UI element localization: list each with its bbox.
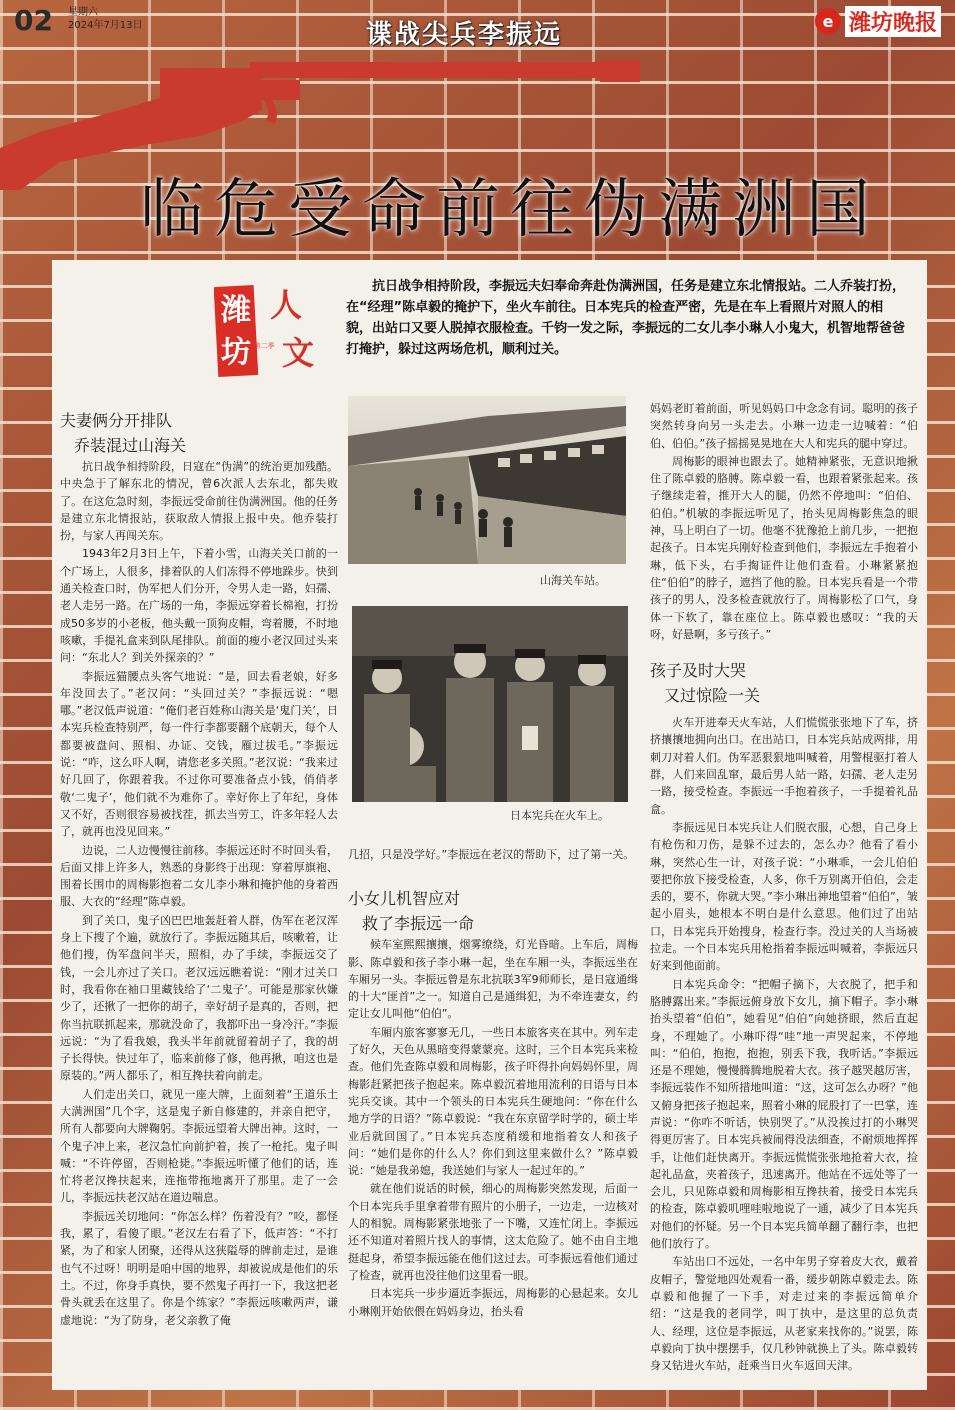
paragraph: 边说，二人边慢慢往前移。李振远还时不时回头看，后面又排上许多人，熟悉的身影终于出现：穿着厚旗袍、围着长围巾的周梅影抱着二女儿李小琳和掩护他的身着西服、大衣的“经理”陈卓毅。 (60, 843, 338, 909)
photo2-caption: 日本宪兵在火车上。 (510, 809, 609, 822)
paragraph: 李振远关切地问：“你怎么样？伤着没有？”咬，都怪我，累了，看傻了眼。”老汉左右看了下，低声答：“不打紧，为了和家人团聚，还得从这狭隘辱的牌前走过，是谁也气不过呀！明明是咱中国的地界，却被说成是他们的乐土。不过，你身手真快，要不然鬼子再打一下，我这把老骨头就丢在这里了。你是个练家？”李振远咳嗽两声，谦虚地说：“为了防身，老父亲教了俺 (60, 1209, 338, 1327)
stamp-small-text: 第二季 (253, 342, 275, 350)
logo-mark-icon: e (815, 8, 841, 34)
section3-heading-line1: 孩子及时大哭 (650, 661, 747, 681)
page-number: 02 (14, 4, 53, 37)
series-title: 谍战尖兵李振远 (366, 20, 563, 50)
paragraph: 日本宪兵一步步逼近李振远，周梅影的心悬起来。女儿小琳刚开始依偎在妈妈身边，抬头看 (348, 1287, 638, 1318)
stamp-char-1: 潍 (221, 293, 251, 328)
issue-date: 2024年7月13日 (68, 20, 143, 31)
paragraph: 抗日战争相持阶段，日寇在“伪满”的统治更加残酷。中央急于了解东北的情况，曾6次派人去东北，都失败了。在这危急时刻，李振远受命前往伪满洲国。他的任务是建立东北情报站，获取敌人情报上报中央。他乔装打扮，与家人再闯关东。 (60, 460, 338, 543)
paragraph: 人们走出关口，就见一座大牌，上面刻着“王道乐土大满洲国”几个字，这是鬼子新自修建的，并亲自把守，所有人都要向大牌鞠躬。李振远望着大牌出神。这时，一个鬼子冲上来，老汉急忙向前护着，挨了一枪托。鬼子叫喊：“不许停留，否则枪毙。”李振远听懂了他们的话，连忙将老汉搀扶起来，连拖带拖地离开了那里。走了一会儿，李振远扶老汉站在道边喘息。 (60, 1087, 338, 1205)
paragraph: 李振远见日本宪兵让人们脱衣服，心想，自己身上有枪伤和刀伤，是躲不过去的，怎么办？他看了看小琳，突然心生一计，对孩子说：“小琳乖，一会儿伯伯要把你放下接受检查，人多，你千万别离开伯伯，会走丢的，要不，你就大哭。”李小琳出神地望着“伯伯”，皱起小眉头，她根本不明白是什么意思。他们过了出站口，日本宪兵开始搜身，检查行李。没过关的人当场被拉走。一个日本宪兵用枪指着李振远叫喊着，李振远只好来到他面前。 (650, 820, 918, 973)
paragraph-continuation: 几招，只是没学好。”李振远在老汉的帮助下，过了第一关。 (348, 848, 635, 861)
paragraph: 车厢内旅客寥寥无几，一些日本旅客夹在其中。列车走了好久，天色从黑暗变得蒙蒙亮。这时，三个日本宪兵来检查。他们先查陈卓毅和周梅影，孩子吓得扑向妈妈怀里，周梅影赶紧把孩子抱起来。陈卓毅沉着地用流利的日语与日本宪兵交谈。其中一个领头的日本宪兵生硬地问：“你在什么地方学的日语？”陈卓毅说：“我在东京留学时学的，硕士毕业后就回国了。”日本宪兵态度稍缓和地指着女人和孩子问：“她们是你的什么人？你们到这里来做什么？”陈卓毅说：“她是我弟媳，我送她们与家人一起过年的。” (348, 1025, 638, 1178)
newspaper-logo (815, 4, 941, 38)
paragraph: 日本宪兵命令：“把帽子摘下，大衣脱了，把手和胳膊露出来。”李振远俯身放下女儿，摘下帽子。李小琳抬头望着“伯伯”，她看见“伯伯”向她挤眼，然后直起身，不理她了。小琳吓得“哇”地一声哭起来，不停地叫：“伯伯，抱抱，抱抱，别丢下我，我听话。”李振远还是不理她，慢慢腾腾地脱着大衣。孩子越哭越厉害，李振远装作不知所措地叫道：“这，这可怎么办呀？”他又俯身把孩子抱起来，照着小琳的屁股打了一巴掌，连声说：“你咋不听话，快别哭了。”从没挨过打的小琳哭得更厉害了。日本宪兵被闹得没法细查，不耐烦地挥挥手，让他们赶快离开。李振远慌慌张张地抢着大衣，捡起礼品盒，夹着孩子，迅速离开。他站在不远处等了一会儿，只见陈卓毅和周梅影相互搀扶着，接受日本宪兵的检查，陈卓毅叽哩哇啦地说了一通，减少了日本宪兵对他们的怀疑。另一个日本宪兵简单翻了翻行李，也把他们放行了。 (650, 977, 918, 1251)
paragraph: 候车室熙熙攘攘，烟雾缭绕，灯光昏暗。上车后，周梅影、陈卓毅和孩子李小琳一起，坐在车厢一头，李振远坐在车厢另一头。李振远曾是东北抗联3军9师师长，是日寇通缉的十大“匪首”之一。知道自己是通缉犯，为不牵连妻女，约定让女儿叫他“伯伯”。 (348, 938, 638, 1021)
column-1 (60, 408, 338, 1330)
section1-heading-line2: 乔装混过山海关 (74, 436, 187, 455)
japanese-gendarmes-photo (352, 606, 628, 802)
section3-heading-line2: 又过惊险一关 (664, 686, 761, 706)
section1-heading-line1: 夫妻俩分开排队 (60, 411, 173, 430)
photo1-caption: 山海关车站。 (540, 574, 606, 587)
stamp-char-3: 人 (269, 286, 303, 324)
paragraph: 1943年2月3日上午，下着小雪，山海关关口前的一个广场上，人很多，排着队的人们冻得不停地跺步。快到通关检查口时，伪军把人们分开，令男人走一路，妇孺、老人走另一路。在广场的一角，李振远穿着长棉袍，打扮成50多岁的小老板，他头戴一顶狗皮帽，弯着腰，不时地咳嗽，手提礼盒来到队尾排队。前面的瘦小老汉回过头来问：“东北人？到关外探亲的？” (60, 547, 338, 665)
page-meta (68, 6, 178, 32)
column-3 (650, 400, 918, 1375)
paragraph: 李振远猫腰点头客气地说：“是，回去看老娘，好多年没回去了。”老汉问：“头回过关？”李振远说：“嗯哪。”老汉低声说道：“俺们老百姓称山海关是‘鬼门关’，日本宪兵检查特别严，每一件行李都要翻个底朝天，每个人都要被盘问、照相、办证、交钱，雁过拔毛。”李振远说：“咋，这么吓人啊，请您老多关照。”老汉说：“我来过好几回了，你跟着我。不过你可要准备点小钱，俏俏孝敬‘二鬼子’，他们就不为难你了。幸好你上了年纪，身体又不好，否则很容易被找茬，抓去当劳工，许多年轻人去了，就再也没见回来。” (60, 669, 338, 839)
paragraph: 周梅影的眼神也跟去了。她精神紧张，无意识地揪住了陈卓毅的胳膊。陈卓毅一看，也跟着紧张起来。孩子继续走着，推开大人的腿，仍然不停地叫：“伯伯、伯伯。”机敏的李振远听见了，抬头见周梅影焦急的眼神，马上明白了一切。他毫不犹豫抢上前几步，一把抱起孩子。日本宪兵刚好检查到他们，李振远左手抱着小琳，低下头，右手掏证件让他们查看。小琳紧紧抱住“伯伯”的脖子，遮挡了他的脸。日本宪兵看是一个带孩子的男人，没多检查就放行了。周梅影松了口气，身体一下软了，靠在座位上。陈卓毅也感叹：“我的天呀，好悬啊，多亏孩子。” (650, 454, 918, 641)
weekday: 星期六 (68, 7, 98, 18)
stamp-char-4: 文 (281, 334, 315, 372)
paragraph: 妈妈老盯着前面，听见妈妈口中念念有词。聪明的孩子突然转身向另一头走去。小琳一边走一边喊着：“伯伯、伯伯。”孩子摇摇晃晃地在大人和宪兵的腿中穿过。 (650, 402, 918, 450)
logo-text: 潍坊晚报 (845, 6, 941, 37)
section2-heading-line1: 小女儿机智应对 (348, 889, 461, 909)
stamp-char-2: 坊 (221, 335, 251, 370)
article-lead: 抗日战争相持阶段，李振远夫妇奉命奔赴伪满洲国，任务是建立东北情报站。二人乔装打扮，在“经理”陈卓毅的掩护下，坐火车前往。日本宪兵的检查严密，先是在车上看照片对照人的相貌，出站口又要人脱掉衣服检查。千钧一发之际，李振远的二女儿李小琳人小鬼大，机智地帮爸爸打掩护，躲过这两场危机，顺利过关。 (346, 279, 906, 357)
paragraph: 到了关口，鬼子凶巴巴地轰赶着人群，伪军在老汉浑身上下搜了个遍，就放行了。李振远随其后，咳嗽着，让他们搜，伪军盘问半天，照相，办了手续，李振远交了钱，一会儿亦过了关口。老汉远远瞧着说：“刚才过关口时，我看你在袖口里藏钱给了‘二鬼子’。可能是那家伙嫌少了，还揪了一把你的胡子，幸好胡子是真的，否则，把你当抗联抓起来，那就没命了，我都吓出一身冷汗。”李振远说：“为了看我娘，我头半年前就留着胡子了，我的胡子长得快。快过年了，临来前修了修，他再揪，咱这也是原装的。”两人都乐了，相互搀扶着向前走。 (60, 913, 338, 1083)
paragraph: 车站出口不远处，一名中年男子穿着皮大衣，戴着皮帽子，警觉地四处观看一番，缓步朝陈卓毅走去。陈卓毅和他握了一下手，对走过来的李振远简单介绍：“这是我的老同学，叫丁执中，是这里的总负责人、经理，这位是李振远，从老家来找你的。”说罢，陈卓毅向丁执中摆摆手，仅几秒钟就换上了头。陈卓毅转身又钻进火车站，赶乘当日火车返回天津。 (650, 1255, 918, 1373)
paragraph: 就在他们说话的时候，细心的周梅影突然发现，后面一个日本宪兵手里拿着带有照片的小册子，一边走，一边核对人的相貌。周梅影紧张地张了一下嘴，又连忙闭上。李振远还不知道对着照片找人的事情，这太危险了。她不由自主地挺起身，希望李振远能在他们这过去。可李振远看他们通过了检查，就再也没往他们这里看一眼。 (348, 1182, 638, 1282)
paragraph: 火车开进奉天火车站，人们慌慌张张地下了车，挤挤攘攘地拥向出口。在出站口，日本宪兵站成两排，用刺刀对着人们。伪军恶狠狠地叫喊着，用警棍驱打着人群，人们来回乱窜，最后男人站一路，妇孺、老人走另一路，接受检查。李振远一手抱着孩子，一手提着礼品盒。 (650, 716, 918, 816)
column-2 (348, 846, 638, 1321)
shanhaiguan-station-photo (348, 396, 626, 564)
article-title: 临危受命前往伪满洲国 (140, 173, 880, 247)
section2-heading-line2: 救了李振远一命 (362, 914, 475, 934)
column-stamp-icon (214, 282, 326, 382)
